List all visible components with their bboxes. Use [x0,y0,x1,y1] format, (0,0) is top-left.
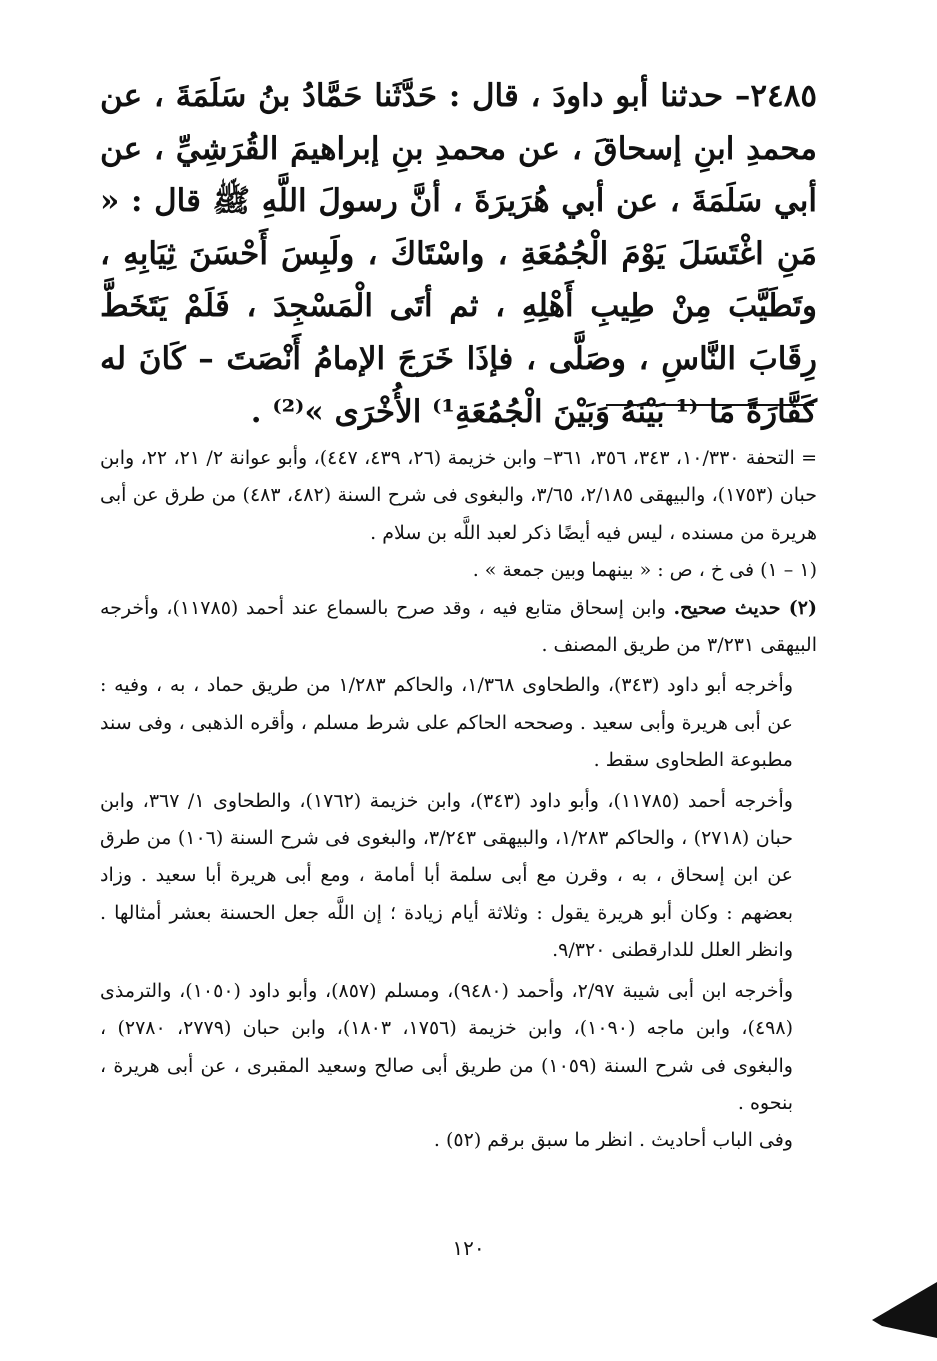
footnote-separator [606,404,814,406]
footnote-2-text: وابن إسحاق متابع فيه ، وقد صرح بالسماع عند أحمد (١١٧٨٥)، وأخرجه البيهقى ٣/٢٣١ من طريق المصنف . [100,596,817,657]
hadith-number: ٢٤٨٥– [734,78,817,114]
footnote-2 [100,590,817,665]
hadith-paragraph [100,70,817,438]
footnote-paragraph-ibn-abi-shaybah: وأخرجه ابن أبى شيبة ٢/٩٧، وأحمد (٩٤٨٠)، ومسلم (٨٥٧)، وأبو داود (١٠٥٠)، والترمذى (٤٩٨)، وابن ماجه (١٠٩٠)، وابن خزيمة (١٧٥٦، ١٨٠٣)، وابن حبان (٢٧٧٩، ٢٧٨٠) ، والبغوى فى شرح السنة (١٠٥٩) من طريق أبى صالح وسعيد المقبرى ، عن أبى هريرة ، بنحوه . [100,979,794,1114]
footnotes [100,440,817,1160]
footnote-paragraph-abu-dawud: وأخرجه أبو داود (٣٤٣)، والطحاوى ١/٣٦٨، والحاكم ١/٢٨٣ من طريق حماد ، به ، وفيه : عن أبى هريرة وأبى سعيد . وصححه الحاكم على شرط مسلم ، وأقره الذهبى ، وفى سند مطبوعة الطحاوى سقط . [100,674,793,772]
scan-corner-mark [872,1282,937,1338]
footnote-1: (١ – ١) فى خ ، ص : « بينهما وبين جمعة » . [472,559,817,582]
page-number: ١٢٠ [452,1236,485,1260]
hadith-text: حدثنا أبو داودَ ، قال : حَدَّثَنا حَمَّادُ بنُ سَلَمَةَ ، عن محمدِ ابنِ إسحاقَ ، عن محمدِ بنِ إبراهيمَ القُرَشِيِّ ، عن أبي سَلَمَةَ ، عن أبي هُرَيرَةَ ، أنَّ رسولَ اللَّهِ ﷺ قال : « مَنِ اغْتَسَلَ يَوْمَ الْجُمُعَةِ ، واسْتَاكَ ، ولَبِسَ أَحْسَنَ ثِيَابِهِ ، وتَطَيَّبَ مِنْ طِيبِ أَهْلِهِ ، ثم أتَى الْمَسْجِدَ ، فَلَمْ يَتَخَطَّ رِقَابَ النَّاسِ ، وصَلَّى ، فإذَا خَرَجَ الإمامُ أَنْصَتَ – كَانَ له كَفَّارَةً مَا ⁽¹ بَيْنَهُ وَبَيْنَ الْجُمُعَةِ¹⁾ الأُخْرَى »⁽²⁾ . [100,78,817,430]
footnote-continued: = التحفة ١٠/٣٣٠، ٣٤٣، ٣٥٦، ٣٦١– وابن خزيمة (٢٦، ٤٣٩، ٤٤٧)، وأبو عوانة ٢/ ٢١، ٢٢، وابن حبان (١٧٥٣)، والبيهقى ٢/١٨٥، ٣/٦٥، والبغوى فى شرح السنة (٤٨٢، ٤٨٣) من طرق عن أبى هريرة من مسنده ، ليس فيه أيضًا ذكر لعبد اللَّه بن سلام . [100,447,818,544]
hadith-block [100,70,817,438]
footnote-2-label: (٢) حديث صحيح. [673,596,817,619]
footnote-paragraph-ahmad: وأخرجه أحمد (١١٧٨٥)، وأبو داود (٣٤٣)، وابن خزيمة (١٧٦٢)، والطحاوى ١/ ٣٦٧، وابن حبان (٢٧١٨) ، والحاكم ١/٢٨٣، والبيهقى ٣/٢٤٣، والبغوى فى شرح السنة (١٠٦) من طرق عن ابن إسحاق ، به ، وقرن مع أبى سلمة أبا أمامة ، ومع أبى هريرة أبا سعيد . وزاد بعضهم : وكان أبو هريرة يقول : وثلاثة أيام زيادة ؛ إن اللَّه جعل الحسنة بعشر أمثالها . وانظر العلل للدارقطنى ٩/٣٢٠. [100,789,793,962]
footnote-paragraph-bab: وفى الباب أحاديث . انظر ما سبق برقم (٥٢) . [433,1129,793,1152]
